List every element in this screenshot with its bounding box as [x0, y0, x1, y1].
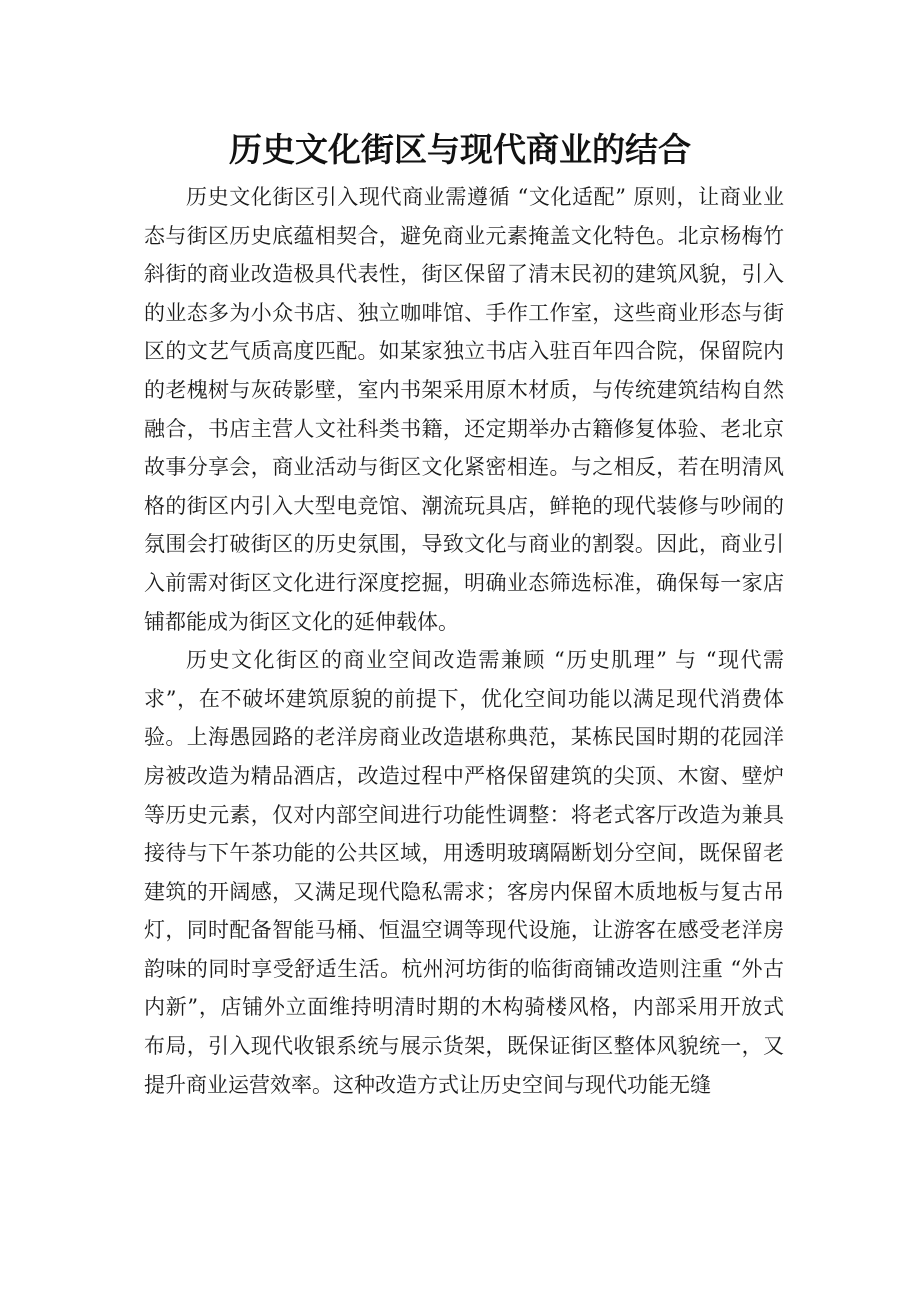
document-body — [144, 178, 784, 1104]
document-title: 历史文化街区与现代商业的结合 — [229, 130, 691, 169]
paragraph-1: 历史文化街区引入现代商业需遵循 “文化适配” 原则，让商业业态与街区历史底蕴相契合，避免商业元素掩盖文化特色。北京杨梅竹斜街的商业改造极具代表性，街区保留了清末民初的建筑风貌，引入的业态多为小众书店、独立咖啡馆、手作工作室，这些商业形态与街区的文艺气质高度匹配。如某家独立书店入驻百年四合院，保留院内的老槐树与灰砖影壁，室内书架采用原木材质，与传统建筑结构自然融合，书店主营人文社科类书籍，还定期举办古籍修复体验、老北京故事分享会，商业活动与街区文化紧密相连。与之相反，若在明清风格的街区内引入大型电竞馆、潮流玩具店，鲜艳的现代装修与吵闹的氛围会打破街区的历史氛围，导致文化与商业的割裂。因此，商业引入前需对街区文化进行深度挖掘，明确业态筛选标准，确保每一家店铺都能成为街区文化的延伸载体。 — [144, 185, 784, 634]
paragraph-2: 历史文化街区的商业空间改造需兼顾 “历史肌理” 与 “现代需求”，在不破坏建筑原貌的前提下，优化空间功能以满足现代消费体验。上海愚园路的老洋房商业改造堪称典范，某栋民国时期的花园洋房被改造为精品酒店，改造过程中严格保留建筑的尖顶、木窗、壁炉等历史元素，仅对内部空间进行功能性调整：将老式客厅改造为兼具接待与下午茶功能的公共区域，用透明玻璃隔断划分空间，既保留老建筑的开阔感，又满足现代隐私需求；客房内保留木质地板与复古吊灯，同时配备智能马桶、恒温空调等现代设施，让游客在感受老洋房韵味的同时享受舒适生活。杭州河坊街的临街商铺改造则注重 “外古内新”，店铺外立面维持明清时期的木构骑楼风格，内部采用开放式布局，引入现代收银系统与展示货架，既保证街区整体风貌统一，又提升商业运营效率。这种改造方式让历史空间与现代功能无缝 — [144, 648, 784, 1097]
